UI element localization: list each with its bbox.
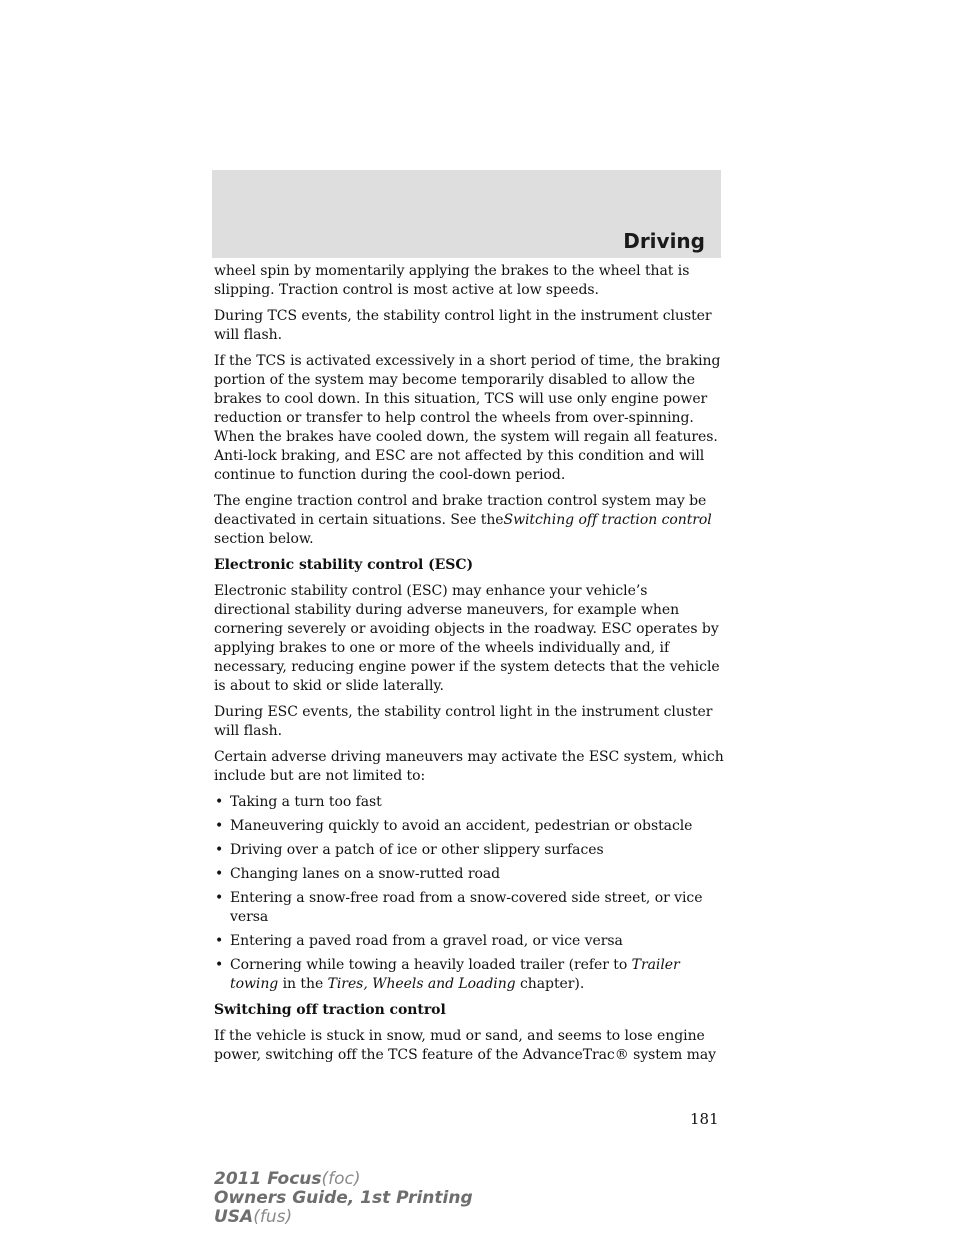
list-item-text: Taking a turn too fast	[230, 794, 382, 810]
bullet-icon: •	[215, 818, 224, 834]
list-item	[214, 793, 724, 812]
footer-line-model	[214, 1170, 473, 1189]
list-item-text: Entering a snow-free road from a snow-covered side street, or vice versa	[230, 890, 703, 925]
bullet-icon: •	[215, 794, 224, 810]
bullet-icon: •	[215, 866, 224, 882]
list-item-text: Entering a paved road from a gravel road, or vice versa	[230, 933, 623, 949]
list-item-text: chapter).	[519, 976, 585, 992]
list-item-text: Changing lanes on a snow-rutted road	[230, 866, 501, 882]
footer-model: 2011 Focus	[214, 1169, 322, 1189]
footer-printing: Owners Guide, 1st Printing	[214, 1188, 473, 1208]
paragraph-tcs-excessive: If the TCS is activated excessively in a short period of time, the braking portion of the system may become temporarily disabled to allow the brakes to cool down. In this situation, TCS will use only engine power reduction or transfer to help control the wheels from over-spinning. When the brakes have cooled down, the system will regain all features. Anti-lock braking, and ESC are not affected by this condition and will continue to function during the cool-down period.	[214, 353, 721, 483]
page-number: 181	[690, 1110, 719, 1128]
footer-line-market	[214, 1208, 473, 1227]
footer-line-printing	[214, 1189, 473, 1208]
paragraph-wheel-spin: wheel spin by momentarily applying the brakes to the wheel that is slipping. Traction control is most active at low speeds.	[214, 263, 690, 298]
list-item-text: Cornering while towing a heavily loaded trailer (refer to	[230, 957, 628, 973]
bullet-icon: •	[215, 933, 224, 949]
footer-market: USA	[214, 1207, 254, 1227]
footer-model-code: (foc)	[321, 1169, 361, 1189]
paragraph-deactivation-tail: section below.	[214, 531, 314, 547]
bullet-icon: •	[215, 957, 224, 973]
paragraph-switching-off: If the vehicle is stuck in snow, mud or sand, and seems to lose engine power, switching off the TCS feature of the AdvanceTrac® system may	[214, 1028, 717, 1063]
cross-reference-switching-off: Switching off traction control	[503, 512, 712, 528]
heading-switching-off: Switching off traction control	[214, 1002, 446, 1018]
list-item	[214, 889, 724, 927]
page-body	[214, 262, 724, 1072]
maneuver-list	[214, 793, 724, 994]
cross-reference-tires-chapter: Tires, Wheels and Loading	[327, 976, 516, 992]
list-item-text: Maneuvering quickly to avoid an accident, pedestrian or obstacle	[230, 818, 693, 834]
list-item	[214, 841, 724, 860]
list-item-text: Driving over a patch of ice or other slippery surfaces	[230, 842, 604, 858]
paragraph-esc-description: Electronic stability control (ESC) may enhance your vehicle’s directional stability during adverse maneuvers, for example when cornering severely or avoiding objects in the roadway. ESC operates by applying brakes to one or more of the wheels individually and, if necessary, reducing engine power if the system detects that the vehicle is about to skid or slide laterally.	[214, 583, 720, 694]
heading-esc: Electronic stability control (ESC)	[214, 557, 474, 573]
list-item	[214, 817, 724, 836]
document-footer	[214, 1170, 473, 1227]
paragraph-tcs-events: During TCS events, the stability control light in the instrument cluster will flash.	[214, 308, 712, 343]
section-title: Driving	[623, 229, 705, 253]
paragraph-esc-maneuvers: Certain adverse driving maneuvers may activate the ESC system, which include but are not limited to:	[214, 749, 724, 784]
bullet-icon: •	[215, 890, 224, 906]
footer-market-code: (fus)	[253, 1207, 293, 1227]
paragraph-esc-events: During ESC events, the stability control light in the instrument cluster will flash.	[214, 704, 713, 739]
paragraph-deactivation	[214, 492, 724, 549]
list-item	[214, 932, 724, 951]
bullet-icon: •	[215, 842, 224, 858]
paragraph-deactivation-text: The engine traction control and brake traction control system may be deactivated in certain situations. See the	[214, 493, 707, 528]
list-item	[214, 956, 724, 994]
list-item	[214, 865, 724, 884]
section-header-band	[212, 170, 721, 258]
list-item-text: in the	[282, 976, 324, 992]
cross-reference-trailer-towing: Trailer towing	[230, 957, 680, 992]
